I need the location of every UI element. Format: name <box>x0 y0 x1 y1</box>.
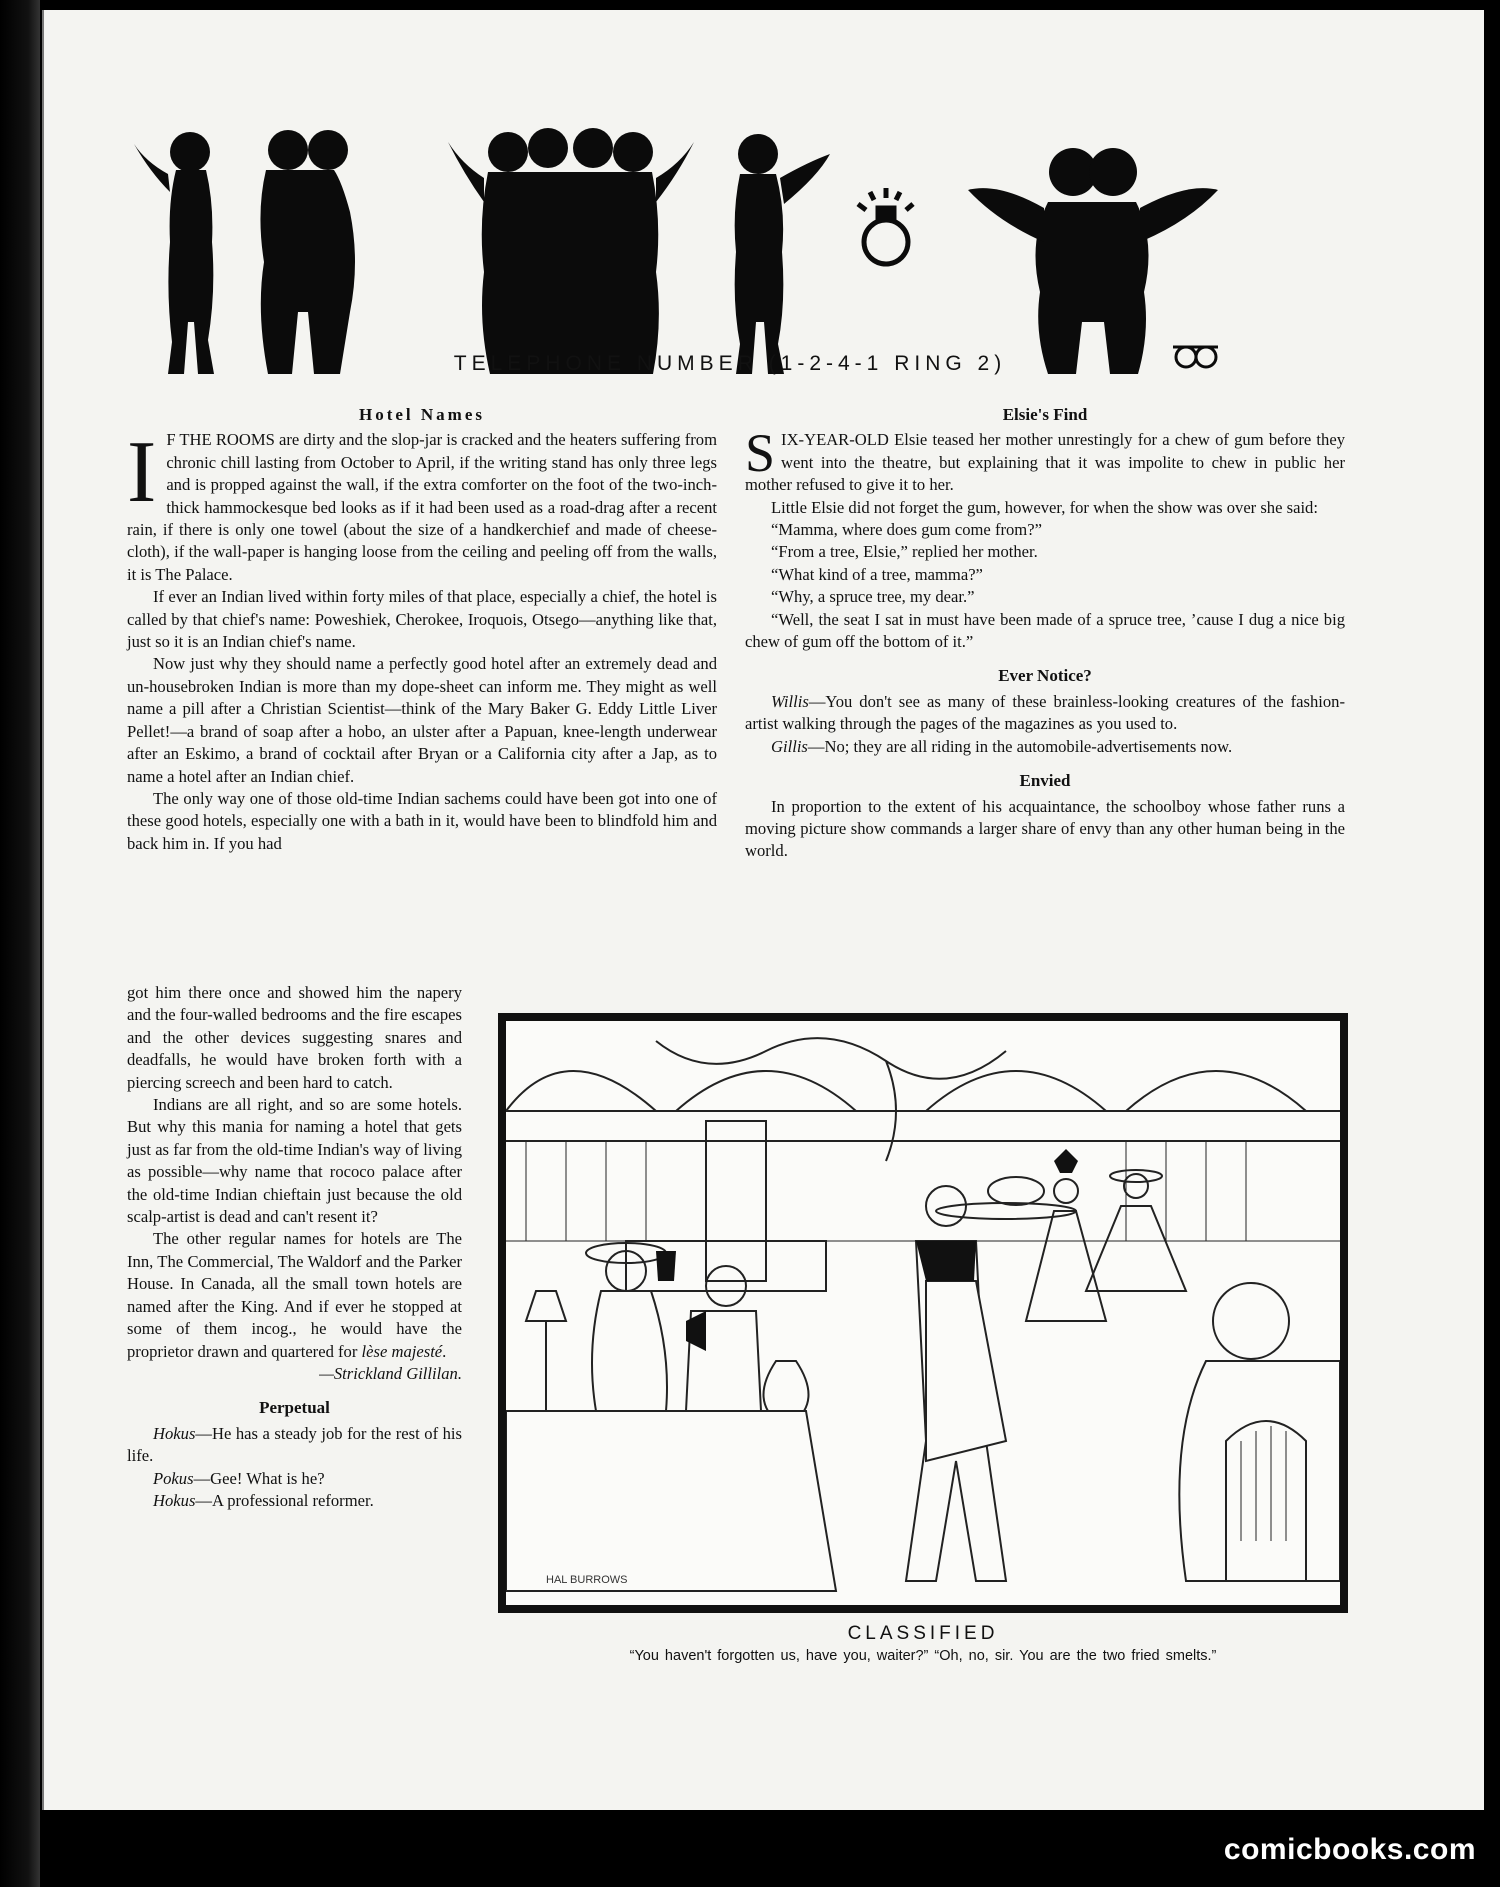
scan-right-edge <box>1482 0 1500 1887</box>
hotel-names-p4a: The only way one of those old-time Indian sachems could have been got into one of these good hotels, especially one with a bath in it, would have been to blindfold him and back him in. If you had <box>127 788 717 853</box>
elsies-find-p2: Little Elsie did not forget the gum, however, for when the show was over she said: <box>771 497 1318 517</box>
hotel-names-attribution: —Strickland Gillilan. <box>319 1363 462 1383</box>
elsies-find-q2: “From a tree, Elsie,” replied her mother. <box>771 542 1038 562</box>
elsies-find-title: Elsie's Find <box>1002 405 1088 424</box>
ever-notice-title: Ever Notice? <box>998 666 1092 686</box>
hotel-names-p1: I F THE ROOMS are dirty and the slop-jar is cracked and the heaters suffering from chronic chill lasting from October to April, if the writing stand has only three legs and is propped against the wall, if the extra comforter on the foot of the two-inch-thick hammockesque bed looks as if it had been used as a road-drag after a recent rain, if there is only one towel (about the size of a handkerchief and made of cheese-cloth), if the wall-paper is hanging loose from the ceiling and peeling off from the walls, it is The Palace. <box>127 424 717 584</box>
elsies-find-q4: “Why, a spruce tree, my dear.” <box>771 587 975 607</box>
envied-title: Envied <box>1019 771 1071 791</box>
hotel-names-p6: The other regular names for hotels are The Inn, The Commercial, The Waldorf and the Parker House. In Canada, all the small town hotels are named after the King. And if ever he stopped at some of them incog., he would have the proprietor drawn and quartered for lèse majesté. <box>127 1229 462 1361</box>
ever-notice-line-1: Willis—You don't see as many of these brainless-looking creatures of the fashion-artist walking through the pages of the magazines as you used to. <box>745 691 1345 734</box>
dropcap-letter: I <box>127 424 157 522</box>
elsies-find-q3: “What kind of a tree, mamma?” <box>771 564 983 584</box>
hotel-names-p3: Now just why they should name a perfectly good hotel after an extremely dead and un-housebroken Indian is more than my dope-sheet can inform me. They might as well name a pill after a Christian Scientist—think of the Mary Baker G. Eddy Little Liver Pellet!—a brand of soap after a hobo, an ulster after a Papuan, knee-length underwear after an Eskimo, a brand of cocktail after Bryan or a California city after a Jap, as to name a hotel after an Indian chief. <box>127 654 717 786</box>
scan-left-edge <box>0 0 40 1887</box>
artist-signature: HAL BURROWS <box>546 1574 628 1586</box>
restaurant-cartoon-illustration <box>498 1013 1348 1613</box>
page-heading: TELEPHONE NUMBER (1-2-4-1 RING 2) <box>453 352 1007 375</box>
elsies-find-q1: “Mamma, where does gum come from?” <box>771 520 1042 540</box>
cupid-silhouettes-illustration <box>128 112 1363 384</box>
perpetual-title: Perpetual <box>259 1398 330 1418</box>
cartoon-caption: “You haven't forgotten us, have you, waiter?” “Oh, no, sir. You are the two fried smelts.” <box>629 1648 1217 1664</box>
watermark: comicbooks.com <box>1223 1833 1476 1866</box>
perpetual-line-1: Hokus—He has a steady job for the rest of his life. <box>127 1423 462 1466</box>
right-column <box>745 404 1345 863</box>
hotel-names-title: Hotel Names <box>358 405 485 424</box>
dropcap-letter: S <box>745 423 776 484</box>
hotel-names-p2: If ever an Indian lived within forty miles of that place, especially a chief, the hotel is called by that chief's name: Poweshiek, Cherokee, Iroquois, Otsego—anything like that, just so it is an Indian chief's name. <box>127 587 717 652</box>
hotel-names-p4b: got him there once and showed him the napery and the four-walled bedrooms and the fire escapes and the other devices suggesting snares and deadfalls, he would have broken forth with a piercing screech and been hard to catch. <box>127 983 462 1092</box>
elsies-find-q5: “Well, the seat I sat in must have been made of a spruce tree, ’cause I dug a nice big chew of gum off the bottom of it.” <box>745 609 1345 652</box>
ever-notice-line-2: Gillis—No; they are all riding in the automobile-advertisements now. <box>771 736 1233 756</box>
perpetual-line-3: Hokus—A professional reformer. <box>153 1490 374 1510</box>
hotel-names-article <box>127 404 717 855</box>
perpetual-line-2: Pokus—Gee! What is he? <box>153 1468 325 1488</box>
cartoon-title: CLASSIFIED <box>847 1623 999 1644</box>
envied-p1: In proportion to the extent of his acquaintance, the schoolboy whose father runs a moving picture show commands a larger share of envy than any other human being in the world. <box>745 796 1345 861</box>
hotel-names-p5: Indians are all right, and so are some hotels. But why this mania for naming a hotel that gets just as far from the old-time Indian's way of living as possible—why name that rococo palace after the old-time Indian chieftain just because the old scalp-artist is dead and can't resent it? <box>127 1095 462 1227</box>
hotel-names-continued <box>127 982 462 1512</box>
elsies-find-p1: SIX-YEAR-OLD Elsie teased her mother unrestingly for a chew of gum before they went into the theatre, but explaining that it was impolite to chew in public her mother refused to give it to her. <box>745 423 1345 495</box>
